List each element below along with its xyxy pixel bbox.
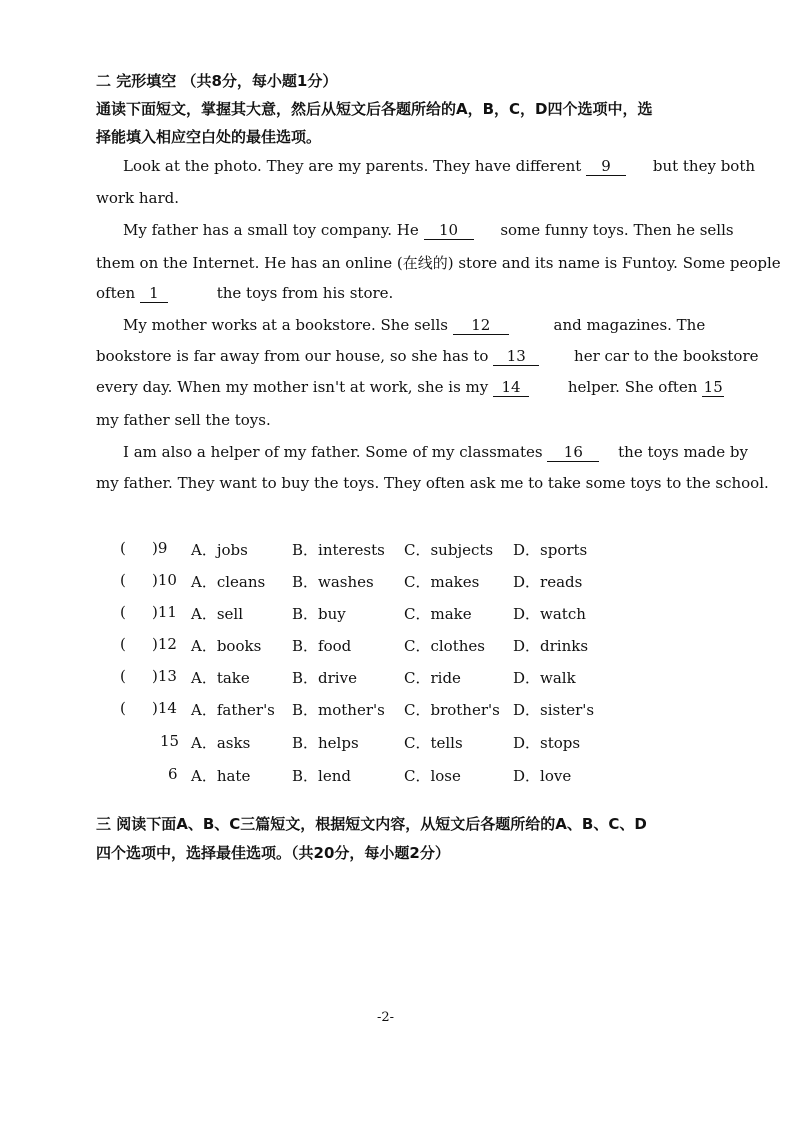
option-b[interactable]: B．drive <box>292 669 357 687</box>
question-row: ( )12 A．books B．food C．clothes D．drinks <box>120 635 589 655</box>
option-a[interactable]: A．asks <box>191 734 251 752</box>
option-c[interactable]: C．clothes <box>404 637 485 655</box>
question-row: ( )9 A．jobs B．interests C．subjects D．sports <box>120 539 588 559</box>
option-b[interactable]: B．interests <box>292 541 385 559</box>
option-b[interactable]: B．mother's <box>292 701 385 719</box>
option-d[interactable]: D．love <box>513 767 572 785</box>
passage-line: work hard. <box>96 189 180 207</box>
option-d[interactable]: D．drinks <box>513 637 589 655</box>
option-a[interactable]: A．cleans <box>191 573 266 591</box>
option-c[interactable]: C．brother's <box>404 701 500 719</box>
option-b[interactable]: B．washes <box>292 573 374 591</box>
passage-line: my father. They want to buy the toys. They often ask me to take some toys to the school. <box>96 474 769 492</box>
option-a[interactable]: A．books <box>191 637 262 655</box>
option-c[interactable]: C．tells <box>404 734 463 752</box>
option-d[interactable]: D．walk <box>513 669 576 687</box>
option-b[interactable]: B．lend <box>292 767 351 785</box>
option-a[interactable]: A．take <box>191 669 250 687</box>
blank-13: 13 <box>493 347 539 366</box>
question-row: ( )14 A．father's B．mother's C．brother's D．sister's <box>120 699 595 719</box>
passage-line: often 1 the toys from his store. <box>96 284 394 302</box>
question-row: ( )13 A．take B．drive C．ride D．walk <box>120 667 576 687</box>
section-2-instructions: 通读下面短文，掌握其大意，然后从短文后各题所给的A，B，C，D四个选项中，选 <box>96 100 653 118</box>
page-number: -2- <box>377 1010 395 1025</box>
option-c[interactable]: C．make <box>404 605 472 623</box>
option-c[interactable]: C．lose <box>404 767 461 785</box>
passage-line: them on the Internet. He has an online (在线的) store and its name is Funtoy. Some people <box>96 254 781 272</box>
blank-15: 15 <box>703 378 723 396</box>
option-b[interactable]: B．helps <box>292 734 359 752</box>
passage-line: Look at the photo. They are my parents. They have different 9 but they both <box>123 157 756 175</box>
blank-10: 10 <box>424 221 474 240</box>
option-a[interactable]: A．father's <box>191 701 275 719</box>
option-c[interactable]: C．subjects <box>404 541 494 559</box>
option-b[interactable]: B．food <box>292 637 352 655</box>
question-row: 6 A．hate B．lend C．lose D．love <box>168 765 572 785</box>
passage-line: every day. When my mother isn't at work, she is my 14 helper. She often 15 <box>96 378 723 396</box>
option-a[interactable]: A．sell <box>191 605 244 623</box>
section-2-instructions-cont: 择能填入相应空白处的最佳选项。 <box>96 128 322 146</box>
option-d[interactable]: D．watch <box>513 605 586 623</box>
question-row: ( )11 A．sell B．buy C．make D．watch <box>120 603 586 623</box>
passage-line: My mother works at a bookstore. She sells 12 and magazines. The <box>123 316 706 334</box>
option-d[interactable]: D．reads <box>513 573 583 591</box>
passage-line: my father sell the toys. <box>96 411 271 429</box>
passage-line: My father has a small toy company. He 10 some funny toys. Then he sells <box>123 221 734 239</box>
blank-14: 14 <box>493 378 529 397</box>
blank-11: 1 <box>140 284 168 303</box>
question-row: ( )10 A．cleans B．washes C．makes D．reads <box>120 571 583 591</box>
passage-line: bookstore is far away from our house, so she has to 13 her car to the bookstore <box>96 347 759 365</box>
option-c[interactable]: C．makes <box>404 573 480 591</box>
option-c[interactable]: C．ride <box>404 669 461 687</box>
section-2-heading: 二 完形填空 （共8分，每小题1分） <box>96 72 338 90</box>
blank-12: 12 <box>453 316 509 335</box>
blank-9: 9 <box>586 157 626 176</box>
section-3-heading-cont: 四个选项中，选择最佳选项。（共20分，每小题2分） <box>96 844 450 862</box>
option-b[interactable]: B．buy <box>292 605 346 623</box>
blank-16: 16 <box>547 443 599 462</box>
option-d[interactable]: D．stops <box>513 734 581 752</box>
question-row: 15 A．asks B．helps C．tells D．stops <box>160 732 581 752</box>
option-a[interactable]: A．jobs <box>191 541 248 559</box>
option-d[interactable]: D．sports <box>513 541 588 559</box>
option-a[interactable]: A．hate <box>191 767 251 785</box>
section-3-heading: 三 阅读下面A、B、C三篇短文，根据短文内容，从短文后各题所给的A、B、C、D <box>96 815 647 833</box>
option-d[interactable]: D．sister's <box>513 701 595 719</box>
passage-line: I am also a helper of my father. Some of my classmates 16 the toys made by <box>123 443 748 461</box>
